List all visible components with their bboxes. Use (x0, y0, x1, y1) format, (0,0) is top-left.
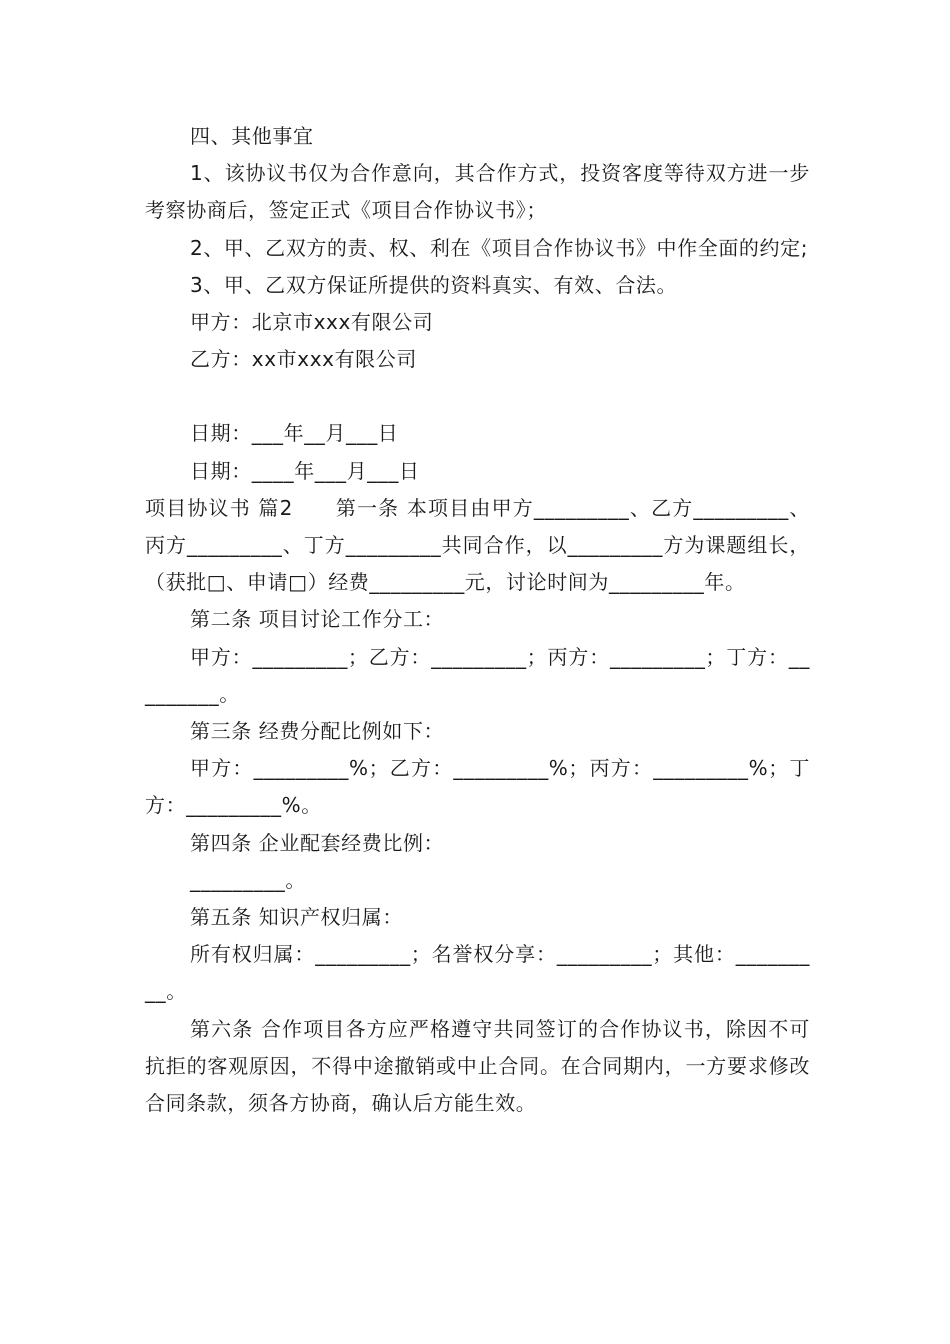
clause-2: 2、甲、乙双方的责、权、利在《项目合作协议书》中作全面的约定; (190, 235, 809, 260)
article-4-title: 第四条 企业配套经费比例： (190, 830, 445, 855)
article-3-title: 第三条 经费分配比例如下： (190, 719, 445, 744)
party-b-signature: 乙方：xx市xxx有限公司 (190, 347, 417, 372)
party-a-signature: 甲方：北京市xxx有限公司 (190, 310, 434, 335)
section-title: 四、其他事宜 (190, 124, 314, 148)
clause-1: 1、该协议书仅为合作意向，其合作方式，投资客度等待双方进一步考察协商后，签定正式《项目合作协议书》； (145, 161, 810, 223)
date-line-b: 日期：____年___月___日 (190, 458, 420, 483)
blank-line (145, 378, 810, 415)
article-2-title: 第二条 项目讨论工作分工： (190, 607, 445, 632)
date-line-a: 日期：___年__月___日 (190, 421, 399, 446)
article-6: 第六条 合作项目各方应严格遵守共同签订的合作协议书，除因不可抗拒的客观原因，不得中途撤销或中止合同。在合同期内，一方要求修改合同条款，须各方协商，确认后方能生效。 (145, 1016, 810, 1116)
article-1: 项目协议书 篇2 第一条 本项目由甲方_________、乙方_________、丙方_________、丁方_________共同合作，以_________方为课题组长，（获批□、申请□）经费_________元，讨论时间为_________年。 (145, 495, 810, 595)
article-3-body: 甲方：_________%；乙方：_________%；丙方：_________%；丁方：_________%。 (145, 756, 810, 818)
article-5-title: 第五条 知识产权归属： (190, 905, 403, 930)
article-2-body: 甲方：_________；乙方：_________；丙方：_________；丁方：_________。 (145, 644, 810, 706)
document-body (145, 118, 810, 1122)
article-5-body: 所有权归属：_________；名誉权分享：_________；其他：_________。 (145, 942, 810, 1004)
clause-3: 3、甲、乙双方保证所提供的资料真实、有效、合法。 (190, 272, 678, 297)
article-4-body: _________。 (190, 867, 306, 892)
